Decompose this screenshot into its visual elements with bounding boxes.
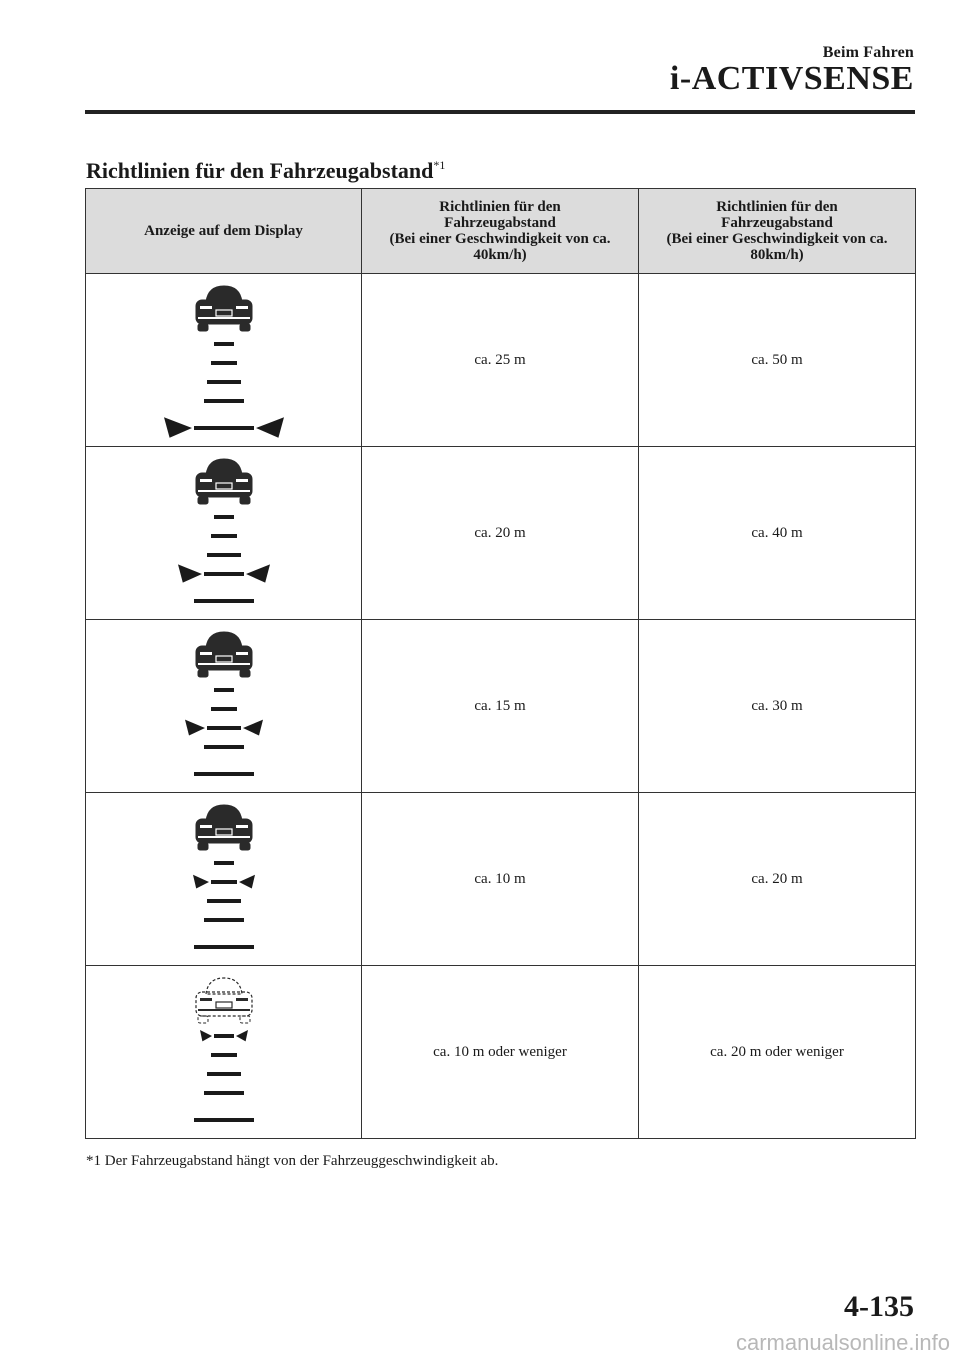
distance-40kmh-cell: ca. 25 m [362, 274, 639, 447]
table-row [86, 620, 916, 793]
left-arrow-icon [200, 1030, 212, 1041]
distance-40kmh-cell: ca. 10 m [362, 793, 639, 966]
display-icon-cell [86, 620, 362, 793]
distance-80kmh-cell: ca. 30 m [639, 620, 916, 793]
distance-40kmh-cell: ca. 20 m [362, 447, 639, 620]
watermark: carmanualsonline.info [735, 1330, 950, 1355]
distance-bar [211, 707, 237, 711]
distance-bar [207, 899, 241, 903]
distance-bar [204, 572, 244, 576]
distance-bar [214, 1034, 234, 1038]
distance-bar [214, 688, 234, 692]
right-arrow-icon [256, 417, 284, 438]
distance-level-2-icon [159, 799, 289, 959]
left-arrow-icon [164, 417, 192, 438]
distance-bar [207, 553, 241, 557]
distance-bar [207, 1072, 241, 1076]
distance-bar [194, 426, 254, 430]
distance-bar [194, 599, 254, 603]
distance-bar [194, 772, 254, 776]
distance-level-4-icon [159, 453, 289, 613]
distance-bar [211, 1053, 237, 1057]
distance-bar [194, 1118, 254, 1122]
display-icon-cell [86, 793, 362, 966]
left-arrow-icon [185, 720, 205, 736]
distance-bar [214, 342, 234, 346]
distance-bar [204, 745, 244, 749]
car-icon [196, 805, 252, 850]
distance-bar [211, 880, 237, 884]
distance-level-5-icon [159, 280, 289, 440]
distance-bar [211, 534, 237, 538]
left-arrow-icon [178, 564, 202, 582]
right-arrow-icon [243, 720, 263, 736]
car-outline-icon [196, 978, 252, 1023]
car-icon [196, 286, 252, 331]
table-row [86, 793, 916, 966]
distance-bar [204, 1091, 244, 1095]
distance-level-1-outline-icon [159, 972, 289, 1132]
header-80kmh: Richtlinien für den Fahrzeugabstand (Bei einer Geschwindigkeit von ca. 80km/h) [639, 189, 916, 274]
display-icon-cell [86, 966, 362, 1139]
distance-80kmh-cell: ca. 50 m [639, 274, 916, 447]
distance-bar [207, 726, 241, 730]
distance-guide-table [85, 188, 916, 1139]
chapter-label: Beim Fahren [822, 44, 914, 61]
display-icon-cell [86, 447, 362, 620]
distance-80kmh-cell: ca. 20 m [639, 793, 916, 966]
right-arrow-icon [236, 1030, 248, 1041]
distance-level-3-icon [159, 626, 289, 786]
section-title [86, 158, 445, 184]
distance-bar [204, 399, 244, 403]
table-row [86, 274, 916, 447]
left-arrow-icon [193, 875, 209, 889]
display-icon-cell [86, 274, 362, 447]
header-divider [85, 110, 915, 114]
distance-bar [211, 361, 237, 365]
right-arrow-icon [246, 564, 270, 582]
car-icon [196, 632, 252, 677]
footnote: *1 Der Fahrzeugabstand hängt von der Fahrzeuggeschwindigkeit ab. [86, 1153, 499, 1169]
header-display: Anzeige auf dem Display [86, 189, 362, 274]
distance-bar [214, 861, 234, 865]
table-row [86, 966, 916, 1139]
distance-bar [214, 515, 234, 519]
page-number: 4-135 [844, 1290, 914, 1323]
header-40kmh: Richtlinien für den Fahrzeugabstand (Bei einer Geschwindigkeit von ca. 40km/h) [362, 189, 639, 274]
table-header-row [86, 189, 916, 274]
distance-40kmh-cell: ca. 15 m [362, 620, 639, 793]
distance-bar [207, 380, 241, 384]
distance-bar [204, 918, 244, 922]
chapter-title: i-ACTIVSENSE [669, 60, 914, 97]
section-title-text: Richtlinien für den Fahrzeugabstand [86, 158, 434, 183]
distance-80kmh-cell: ca. 20 m oder weniger [639, 966, 916, 1139]
right-arrow-icon [239, 875, 255, 889]
car-icon [196, 459, 252, 504]
distance-80kmh-cell: ca. 40 m [639, 447, 916, 620]
table-row [86, 447, 916, 620]
distance-bar [194, 945, 254, 949]
footnote-ref: *1 [433, 158, 446, 172]
distance-40kmh-cell: ca. 10 m oder weniger [362, 966, 639, 1139]
